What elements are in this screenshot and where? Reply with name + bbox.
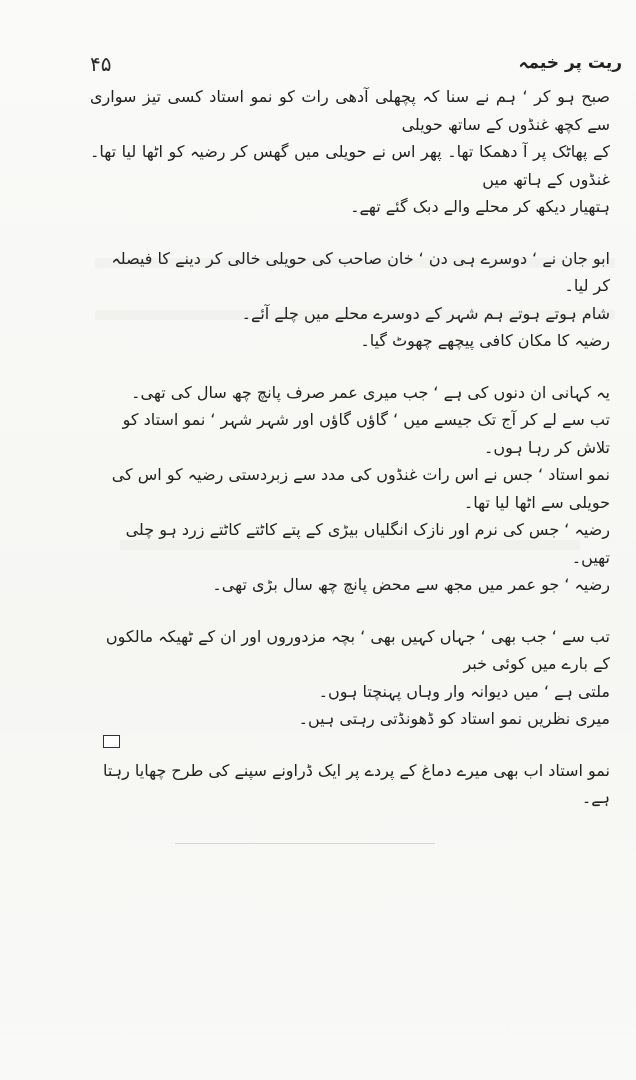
text-line: ابو جان نے ‘ دوسرے ہی دن ‘ خان صاحب کی حویلی خالی کر دینے کا فیصلہ کر لیا۔	[111, 248, 610, 295]
paragraph	[90, 83, 610, 221]
book-title: ریت پر خیمہ	[518, 53, 622, 73]
text-line: یہ کہانی ان دنوں کی ہے ‘ جب میری عمر صرف پانچ چھ سال کی تھی۔	[131, 382, 610, 402]
text-line: شام ہوتے ہوتے ہم شہر کے دوسرے محلے میں چلے آئے۔	[241, 303, 610, 323]
paragraph	[90, 623, 610, 733]
text-line: تب سے ‘ جب بھی ‘ جہاں کہیں بھی ‘ بچہ مزدوروں اور ان کے ٹھیکہ مالکوں کے بارے میں کوئی خبر	[105, 626, 610, 673]
paragraph	[90, 757, 610, 812]
text-line: کے پھاٹک پر آ دھمکا تھا۔ پھر اس نے حویلی میں گھس کر رضیہ کو اٹھا لیا تھا۔ غنڈوں کے ہاتھ میں	[90, 142, 610, 189]
text-line: نمو استاد اب بھی میرے دماغ کے پردے پر ایک ڈراونے سپنے کی طرح چھایا رہتا ہے۔	[102, 760, 610, 807]
paragraph	[90, 379, 610, 599]
text-line: رضیہ ‘ جس کی نرم اور نازک انگلیاں بیڑی کے پتے کاٹتے کاٹتے زرد ہو چلی تھیں۔	[125, 520, 610, 567]
page-number: ۴۵	[90, 52, 112, 76]
text-line: ہتھیار دیکھ کر محلے والے دبک گئے تھے۔	[350, 197, 610, 216]
page-header	[62, 52, 624, 82]
text-line: میری نظریں نمو استاد کو ڈھونڈتی رہتی ہیں۔	[298, 709, 610, 728]
end-marker-box	[103, 735, 120, 748]
text-line: ملتی ہے ‘ میں دیوانہ وار وہاں پہنچتا ہوں۔	[318, 681, 610, 701]
text-line: تب سے لے کر آج تک جیسے میں ‘ گاؤں گاؤں اور شہر شہر ‘ نمو استاد کو تلاش کر رہا ہوں۔	[122, 410, 610, 457]
text-line: نمو استاد ‘ جس نے اس رات غنڈوں کی مدد سے زبردستی رضیہ کو اس کی حویلی سے اٹھا لیا تھا۔	[111, 465, 610, 512]
divider	[175, 843, 435, 844]
paragraph	[90, 245, 610, 355]
text-line: رضیہ ‘ جو عمر میں مجھ سے محض پانچ چھ سال بڑی تھی۔	[212, 575, 610, 594]
page-body	[90, 83, 610, 836]
text-line: صبح ہو کر ‘ ہم نے سنا کہ پچھلی آدھی رات کو نمو استاد کسی تیز سواری سے کچھ غنڈوں کے ساتھ حویلی	[90, 87, 610, 134]
text-line: رضیہ کا مکان کافی پیچھے چھوٹ گیا۔	[360, 331, 610, 350]
